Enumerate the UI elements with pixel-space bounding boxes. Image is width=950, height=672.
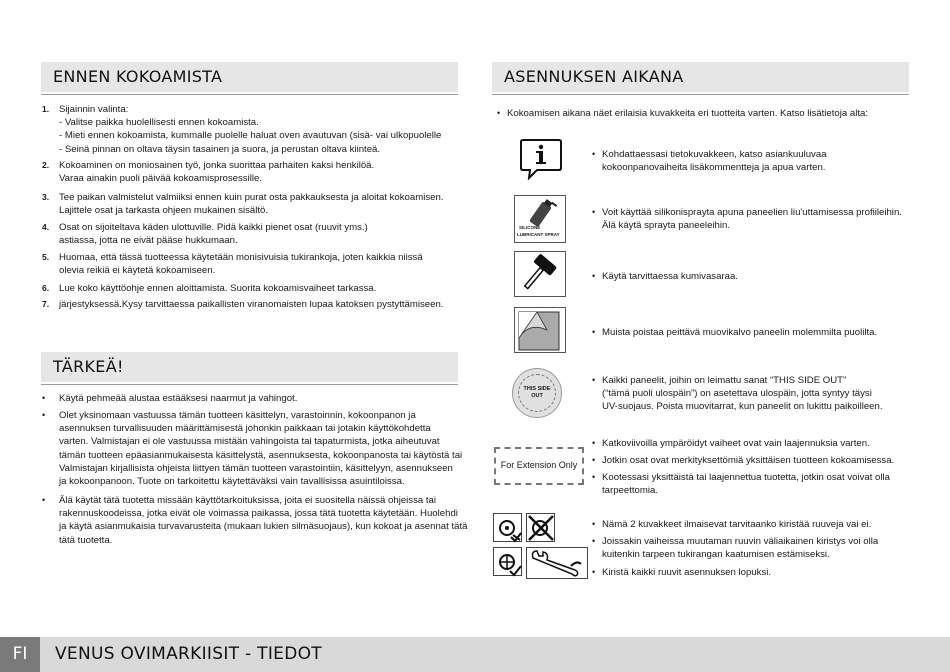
out-label: OUT xyxy=(531,393,543,399)
text-line: Olet yksinomaan vastuussa tämän tuotteen käsittelyn, varastoinnin, kokoonpanon ja xyxy=(59,410,416,421)
bullet: • xyxy=(592,327,596,337)
text-line: olevia reikiä ei käytetä kokoamiseen. xyxy=(59,265,216,277)
text-line: Sijainnin valinta: xyxy=(59,104,129,115)
text-line: astiassa, jotta ne eivät pääse hukkumaan. xyxy=(59,235,238,247)
rubber-mallet-icon xyxy=(514,251,566,297)
spray-label-2: LUBRICANT SPRAY xyxy=(517,232,560,237)
wrench-icon xyxy=(526,547,588,579)
section-title: ASENNUKSEN AIKANA xyxy=(504,67,684,86)
bullet: • xyxy=(592,438,596,448)
text-line: ja käytä asianmukaisia turvavarusteita (mukaan lukien silmäsuojaus), kun kokoat ja asennat tätä xyxy=(59,521,468,533)
info-icon xyxy=(519,138,563,180)
section-title: TÄRKEÄ! xyxy=(53,357,124,376)
text-line: Voit käyttää silikonisprayta apuna paneelien liu'uttamisessa profiileihin. xyxy=(602,207,902,218)
divider xyxy=(41,384,458,385)
bullet: • xyxy=(592,519,596,529)
text-line: ja kokoonpanoon. Tuote on tarkoitettu käytettäväksi vain tavallisissa asuintiloissa. xyxy=(59,476,405,487)
text-line: Kootessasi yksittäistä tai laajennettua tuotetta, jotkin osat voivat olla xyxy=(602,472,890,483)
text-line: kokoonpanovaiheita lisäkommentteja ja apua varten. xyxy=(602,162,826,174)
text-line: Lajittele osat ja tarkasta ohjeen mukainen sisältö. xyxy=(59,205,269,217)
bullet: • xyxy=(592,207,596,217)
item-number: 3. xyxy=(42,192,50,202)
text-line: Kaikki paneelit, joihin on leimattu sanat “THIS SIDE OUT” xyxy=(602,375,847,386)
section-header-important xyxy=(41,352,458,382)
bullet: • xyxy=(592,375,596,385)
this-side-label: THIS SIDE xyxy=(523,386,551,392)
text-line: tätä tuotetta. xyxy=(59,534,113,546)
text-line: Katkoviivoilla ympäröidyt vaiheet ovat vain laajennuksia varten. xyxy=(602,438,870,449)
text-line: Älä käytät tätä tuotetta missään käyttötarkoituksissa, joita ei suositella näissä ohjeissa tai xyxy=(59,495,437,506)
text-line: tarpeettomia. xyxy=(602,485,658,497)
intro-label: Kokoamisen aikana näet erilaisia kuvakkeita eri tuotteita varten. Katso lisätietoja alta: xyxy=(507,108,869,119)
item-number: 7. xyxy=(42,299,50,309)
item-number: 4. xyxy=(42,222,50,232)
section-title: ENNEN KOKOAMISTA xyxy=(53,67,223,86)
text-line: - Valitse paikka huolellisesti ennen kokoamista. xyxy=(59,117,259,129)
item-number: 1. xyxy=(42,104,50,114)
bullet: • xyxy=(42,495,46,505)
text-line: kuitenkin tarpeen tukirangan kaatumisen estämiseksi. xyxy=(602,549,830,561)
text-line: Kiristä kaikki ruuvit asennuksen lopuksi. xyxy=(602,567,772,578)
spray-icon xyxy=(514,195,566,243)
text-line: (“tämä puoli ulospäin”) on asetettava ulospäin, jotta syntyy täysi xyxy=(602,388,872,400)
text-line: järjestyksessä.Kysy tarvittaessa paikallisten viranomaisten lupaa katoksen pystyttämiseen. xyxy=(59,299,444,310)
text-line: Kokoaminen on moniosainen työ, jonka suorittaa parhaiten kaksi henkilöä. xyxy=(59,160,375,171)
text-line: Muista poistaa peittävä muovikalvo paneelin molemmilta puolilta. xyxy=(602,327,878,338)
bullet: • xyxy=(592,149,596,159)
section-header-before-assembly xyxy=(41,62,458,92)
text-line: - Mieti ennen kokoamista, kummalle puolelle haluat oven avautuvan (sisä- vai ulkopuolelle xyxy=(59,130,442,142)
text-line: tämän tuotteen epäasianmukaisesta käsittelystä, asennuksesta, kokoonpanosta tai käytöstä tai xyxy=(59,449,463,461)
item-number: 5. xyxy=(42,252,50,262)
text-line: rakennuskoodeissa, jotka eivät ole voimassa paikassa, jossa tätä tuotetta käytetään. Huolehdi xyxy=(59,508,458,520)
bullet: • xyxy=(42,393,46,403)
text-line: Valmistajan kirjallisista ohjeista liittyen tämän tuotteen varastointiin, käsittelyyn, asennukseen xyxy=(59,462,453,474)
text-line: Tee paikan valmistelut valmiiksi ennen kuin purat osta pakkauksesta ja aloitat kokoamisen. xyxy=(59,192,444,203)
text-line: asennuksen turvallisuuden määrittämisestä johonkin paikkaan tai jotakin käyttökohdetta xyxy=(59,423,431,435)
spray-label-1: SILICONE xyxy=(519,225,541,230)
bullet: • xyxy=(592,536,596,546)
text-line: Osat on sijoiteltava käden ulottuville. Pidä kaikki pienet osat (ruuvit yms.) xyxy=(59,222,368,233)
text-line: Lue koko käyttöohje ennen aloittamista. Suorita kokoamisvaiheet tarkassa. xyxy=(59,283,377,294)
text-line: Joissakin vaiheissa muutaman ruuvin väliaikainen kiristys voi olla xyxy=(602,536,879,547)
extension-label: For Extension Only xyxy=(500,460,578,470)
bullet: • xyxy=(497,108,501,118)
bullet: • xyxy=(42,410,46,420)
text-line: Kohdattaessasi tietokuvakkeen, katso asiankuuluvaa xyxy=(602,149,827,160)
section-header-during-installation xyxy=(492,62,909,92)
footer-title: VENUS OVIMARKIISIT - TIEDOT xyxy=(55,644,322,664)
bullet: • xyxy=(592,271,596,281)
text-line: Nämä 2 kuvakkeet ilmaisevat tarvitaanko kiristää ruuveja vai ei. xyxy=(602,519,872,530)
peel-film-icon xyxy=(514,307,566,353)
item-number: 2. xyxy=(42,160,50,170)
divider xyxy=(41,94,458,95)
bullet: • xyxy=(592,472,596,482)
text-line: Jotkin osat ovat merkityksettömiä yksittäisen tuotteen kokoamisessa. xyxy=(602,455,895,466)
extension-box-icon xyxy=(494,447,584,485)
text-line: Varaa ainakin puoli päivää kokoamisprosessille. xyxy=(59,173,263,185)
bullet: • xyxy=(592,455,596,465)
text-line: Huomaa, että tässä tuotteessa käytetään monisivuisia tukirankoja, joten kaikkia niissä xyxy=(59,252,423,263)
text-line: UV-suojaus. Poista muovitarrat, kun paneelit on lukittu paikoilleen. xyxy=(602,401,883,413)
footer-bar xyxy=(0,637,950,672)
item-number: 6. xyxy=(42,283,50,293)
text-line: Käytä pehmeää alustaa estääksesi naarmut ja vahingot. xyxy=(59,393,298,404)
this-side-out-icon xyxy=(512,368,562,418)
text-line: - Seinä pinnan on oltava täysin tasainen ja suora, ja perustan oltava kiinteä. xyxy=(59,143,381,155)
text-line: Älä käytä sprayta paneeleihin. xyxy=(602,220,730,232)
text-line: Käytä tarvittaessa kumivasaraa. xyxy=(602,271,738,282)
text-line: varten. Valmistajan ei ole vastuussa mistään vahingoista tai tapaturmista, jotka aiheutuvat xyxy=(59,436,440,448)
divider xyxy=(492,94,909,95)
language-badge: FI xyxy=(0,637,40,672)
bullet: • xyxy=(592,567,596,577)
